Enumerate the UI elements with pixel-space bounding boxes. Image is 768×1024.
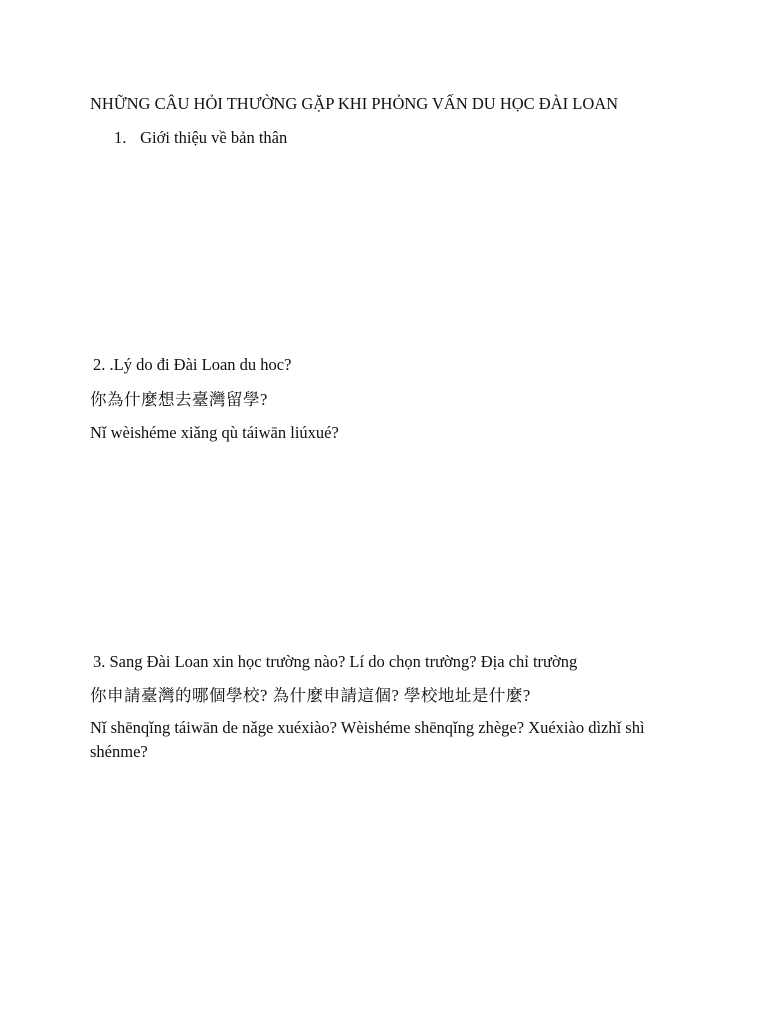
question-2-chinese: 你為什麼想去臺灣留學? — [90, 390, 268, 409]
question-1 — [114, 126, 287, 150]
question-3-text: 3. Sang Đài Loan xin học trường nào? Lí do chọn trường? Địa chỉ trường — [93, 652, 578, 671]
question-1-number: 1. — [114, 128, 127, 147]
document-title: NHỮNG CÂU HỎI THƯỜNG GẶP KHI PHỎNG VẤN DU HỌC ĐÀI LOAN — [90, 94, 619, 113]
question-2-text: 2. .Lý do đi Đài Loan du hoc? — [93, 355, 292, 374]
question-1-text: Giới thiệu về bản thân — [140, 128, 288, 147]
question-3-chinese: 你申請臺灣的哪個學校? 為什麼申請這個? 學校地址是什麼? — [90, 686, 531, 705]
question-3-pinyin: Nǐ shēnqǐng táiwān de nǎge xuéxiào? Wèishéme shēnqǐng zhège? Xuéxiào dìzhǐ shì shénme? — [90, 718, 645, 761]
question-2-pinyin: Nǐ wèishéme xiǎng qù táiwān liúxué? — [90, 423, 339, 442]
